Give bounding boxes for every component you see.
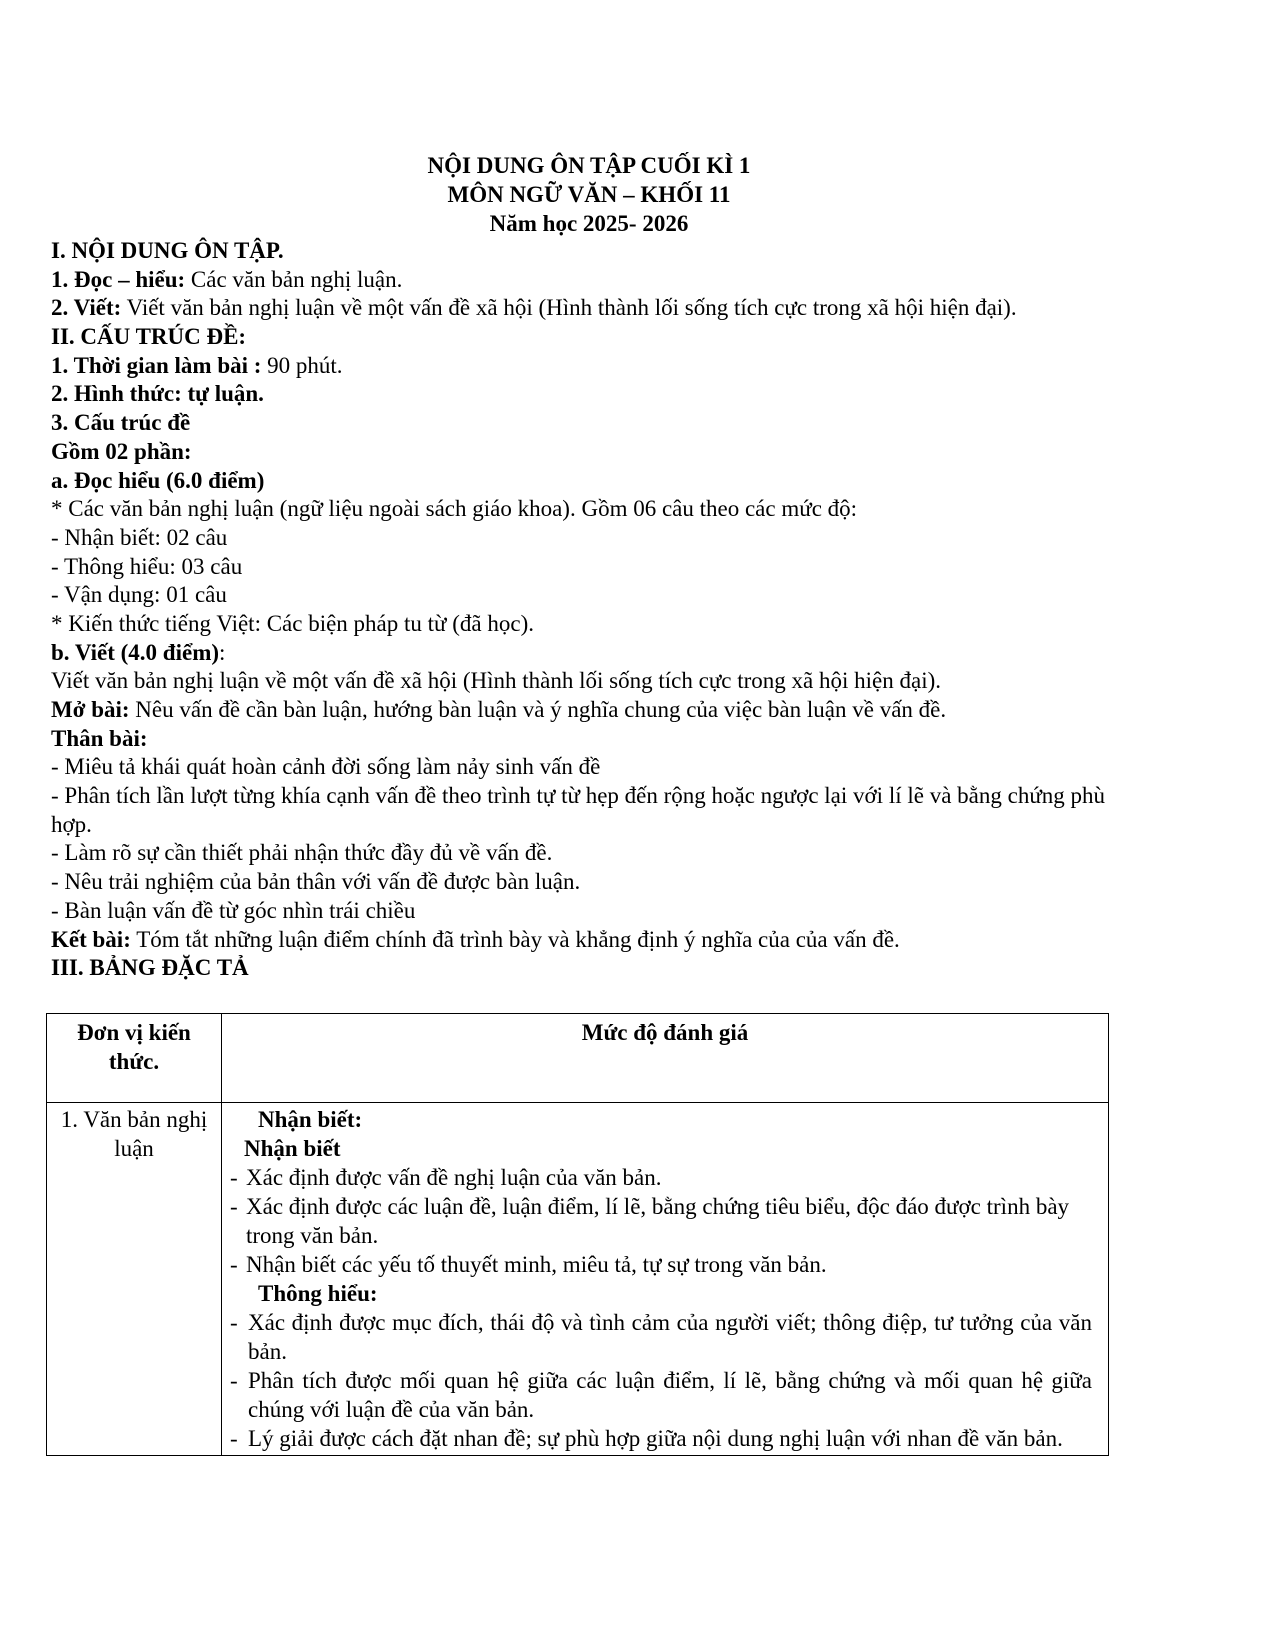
criteria-item: - Phân tích được mối quan hệ giữa các luận điểm, lí lẽ, bằng chứng và mối quan hệ giữa chúng với luận đề của văn bản.	[230, 1368, 1092, 1422]
section3-heading: III. BẢNG ĐẶC TẢ	[51, 955, 249, 981]
criteria-item: - Lý giải được cách đặt nhan đề; sự phù hợp giữa nội dung nghị luận với nhan đề văn bản.	[230, 1426, 1063, 1451]
part-a-knowledge: * Kiến thức tiếng Việt: Các biện pháp tu từ (đã học).	[51, 610, 534, 636]
table-header-row	[47, 1014, 1109, 1103]
intro-guideline: Mở bài: Nêu vấn đề cần bàn luận, hướng bàn luận và ý nghĩa chung của việc bàn luận về vấn đề.	[51, 697, 947, 722]
section1-item-writing: 2. Viết: Viết văn bản nghị luận về một vấn đề xã hội (Hình thành lối sống tích cực trong xã hội hiện đại).	[51, 295, 1017, 321]
part-b-text: Viết văn bản nghị luận về một vấn đề xã hội (Hình thành lối sống tích cực trong xã hội hiện đại).	[51, 668, 941, 694]
criteria-item: - Nhận biết các yếu tố thuyết minh, miêu tả, tự sự trong văn bản.	[230, 1252, 827, 1277]
table-row	[47, 1103, 1109, 1456]
body-guideline-item: - Phân tích lần lượt từng khía cạnh vấn đề theo trình tự từ hẹp đến rộng hoặc ngược lại với lí lẽ và bằng chứng phù hợp.	[51, 783, 1106, 837]
criteria-subheading: Nhận biết:	[258, 1107, 363, 1132]
part-a-intro: * Các văn bản nghị luận (ngữ liệu ngoài sách giáo khoa). Gồm 06 câu theo các mức độ:	[51, 496, 858, 522]
conclusion-guideline: Kết bài: Tóm tắt những luận điểm chính đã trình bày và khẳng định ý nghĩa của của vấn đề.	[51, 926, 900, 952]
body-guideline-item: - Bàn luận vấn đề từ góc nhìn trái chiều	[51, 897, 416, 923]
exam-parts: Gồm 02 phần:	[51, 438, 192, 464]
document-school-year: Năm học 2025- 2026	[489, 211, 689, 236]
document-title: NỘI DUNG ÔN TẬP CUỐI KÌ 1	[427, 153, 751, 178]
exam-structure: 3. Cấu trúc đề	[51, 410, 191, 436]
body-guideline-heading: Thân bài:	[51, 725, 148, 751]
body-guideline-item: - Nêu trải nghiệm của bản thân với vấn đề được bàn luận.	[51, 869, 581, 895]
criteria-item: - Xác định được các luận đề, luận điểm, lí lẽ, bằng chứng tiêu biểu, độc đáo được trình bày trong văn bản.	[230, 1194, 1070, 1248]
criteria-subheading: Thông hiểu:	[258, 1281, 378, 1306]
document-subject: MÔN NGỮ VĂN – KHỐI 11	[447, 182, 731, 207]
part-a-level-3: - Vận dụng: 01 câu	[51, 582, 227, 608]
criteria-item: - Xác định được mục đích, thái độ và tình cảm của người viết; thông điệp, tư tưởng của văn bản.	[230, 1310, 1092, 1364]
criteria-item: - Xác định được vấn đề nghị luận của văn bản.	[230, 1165, 662, 1190]
table-cell-unit: 1. Văn bản nghị luận	[47, 1103, 222, 1456]
table-header-level: Mức độ đánh giá	[222, 1014, 1109, 1103]
criteria-subheading: Nhận biết	[244, 1136, 341, 1161]
body-guideline-item: - Làm rõ sự cần thiết phải nhận thức đầy đủ về vấn đề.	[51, 840, 553, 866]
part-a-level-2: - Thông hiểu: 03 câu	[51, 553, 243, 579]
part-a-heading: a. Đọc hiểu (6.0 điểm)	[51, 467, 265, 493]
section2-heading: II. CẤU TRÚC ĐỀ:	[51, 324, 247, 350]
body-guideline-item: - Miêu tả khái quát hoàn cảnh đời sống làm nảy sinh vấn đề	[51, 754, 601, 780]
specification-table	[46, 1013, 1109, 1456]
section1-item-reading: 1. Đọc – hiểu: Các văn bản nghị luận.	[51, 266, 403, 292]
document-body	[51, 237, 1131, 983]
exam-form: 2. Hình thức: tự luận.	[51, 381, 264, 407]
exam-time: 1. Thời gian làm bài : 90 phút.	[51, 352, 343, 378]
part-b-heading: b. Viết (4.0 điểm):	[51, 639, 226, 665]
table-header-unit: Đơn vị kiến thức.	[47, 1014, 222, 1103]
section1-heading: I. NỘI DUNG ÔN TẬP.	[51, 238, 284, 263]
part-a-level-1: - Nhận biết: 02 câu	[51, 524, 228, 550]
table-cell-criteria	[222, 1103, 1109, 1456]
